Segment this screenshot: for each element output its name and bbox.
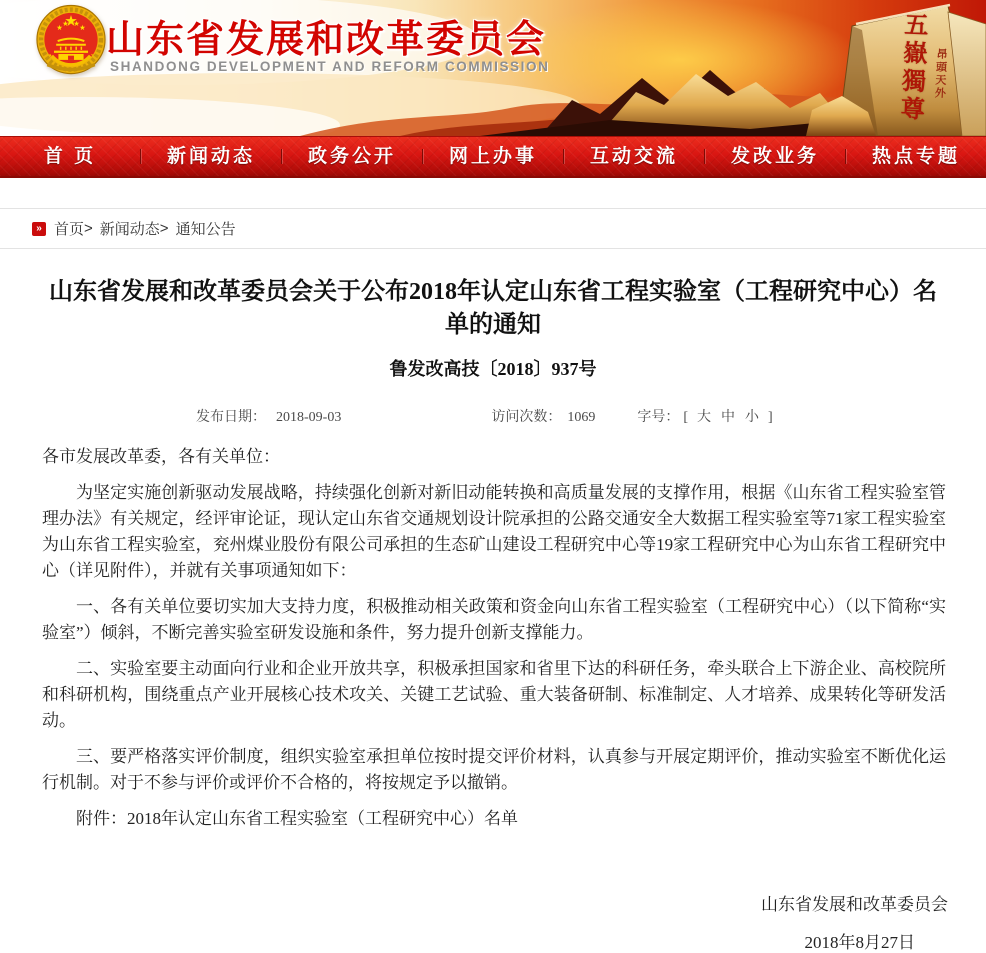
breadcrumb-separator: > <box>84 220 93 237</box>
breadcrumb <box>0 208 986 249</box>
font-size-small-button[interactable]: 小 <box>745 410 759 425</box>
signature-name: 山东省发展和改革委员会 <box>761 895 948 914</box>
breadcrumb-notices[interactable]: 通知公告 <box>175 221 236 238</box>
salutation-paragraph: 各市发展改革委，各有关单位： <box>42 447 280 466</box>
document-number: 鲁发改高技〔2018〕937号 <box>389 359 597 379</box>
stone-inscription: 五嶽獨尊 <box>895 11 927 125</box>
article-body <box>0 426 986 832</box>
font-size-bracket-open: [ <box>683 410 688 425</box>
visit-count-label: 访问次数： <box>491 410 562 425</box>
visit-count-value: 1069 <box>567 410 596 425</box>
item-2-paragraph: 二、实验室要主动面向行业和企业开放共享，积极承担国家和省里下达的科研任务，牵头联合上下游企业、高校院所和科研机构，围绕重点产业开展核心技术攻关、关键工艺试验、重大装备研制、标准制定、人才培养、成果转化等研发活动。 <box>42 659 946 730</box>
publish-date-value: 2018-09-03 <box>276 410 342 425</box>
breadcrumb-arrow-icon: » <box>32 222 46 236</box>
stone-inscription-small: 昂頭天外 <box>933 47 948 101</box>
national-emblem-logo <box>34 2 108 86</box>
attachment-line: 附件：2018年认定山东省工程实验室（工程研究中心）名单 <box>76 809 518 828</box>
font-size-control <box>637 406 776 426</box>
nav-item-hot-topics[interactable]: 热点专题 <box>871 146 960 167</box>
font-size-bracket-close: ] <box>768 410 773 425</box>
nav-item-online-services[interactable]: 网上办事 <box>448 146 537 167</box>
font-size-medium-button[interactable]: 中 <box>721 410 735 425</box>
article-title: 山东省发展和改革委员会关于公布2018年认定山东省工程实验室（工程研究中心）名单的通知 <box>49 279 937 338</box>
item-3-paragraph: 三、要严格落实评价制度，组织实验室承担单位按时提交评价材料，认真参与开展定期评价，推动实验室不断优化运行机制。对于不参与评价或评价不合格的，将按规定予以撤销。 <box>42 747 946 792</box>
main-navigation <box>0 136 986 178</box>
nav-item-ndrc-business[interactable]: 发改业务 <box>730 146 819 167</box>
article <box>0 276 986 953</box>
breadcrumb-separator: > <box>159 220 169 237</box>
site-banner <box>0 0 986 136</box>
spacer <box>0 178 986 208</box>
visit-count <box>491 406 595 426</box>
item-1-paragraph: 一、各有关单位要切实加大支持力度，积极推动相关政策和资金向山东省工程实验室（工程研究中心）（以下简称“实验室”）倾斜，不断完善实验室研发设施和条件，努力提升创新支撑能力。 <box>42 597 946 642</box>
signature-block <box>0 890 986 953</box>
nav-item-gov-affairs[interactable]: 政务公开 <box>307 146 396 167</box>
site-title: 山东省发展和改革委员会 <box>106 19 547 61</box>
intro-paragraph: 为坚定实施创新驱动发展战略，持续强化创新对新旧动能转换和高质量发展的支撑作用，根据《山东省工程实验室管理办法》有关规定，经评审论证，现认定山东省交通规划设计院承担的公路交通安全大数据工程实验室等71家工程实验室为山东省工程实验室，兖州煤业股份有限公司承担的生态矿山建设工程研究中心等19家工程研究中心为山东省工程研究中心（详见附件），并就有关事项通知如下： <box>42 483 946 580</box>
signature-date: 2018年8月27日 <box>804 933 915 952</box>
nav-item-home[interactable]: 首 页 <box>43 146 97 167</box>
nav-item-interaction[interactable]: 互动交流 <box>589 146 678 167</box>
article-meta <box>0 406 986 426</box>
breadcrumb-home[interactable]: 首页 <box>54 221 85 238</box>
nav-item-news[interactable]: 新闻动态 <box>166 146 255 167</box>
font-size-label: 字号： <box>637 410 680 425</box>
site-subtitle-english: SHANDONG DEVELOPMENT AND REFORM COMMISSION <box>110 59 550 74</box>
publish-date-label: 发布日期： <box>196 410 266 425</box>
font-size-large-button[interactable]: 大 <box>697 410 711 425</box>
breadcrumb-news[interactable]: 新闻动态 <box>99 221 160 238</box>
publish-date <box>196 406 341 426</box>
